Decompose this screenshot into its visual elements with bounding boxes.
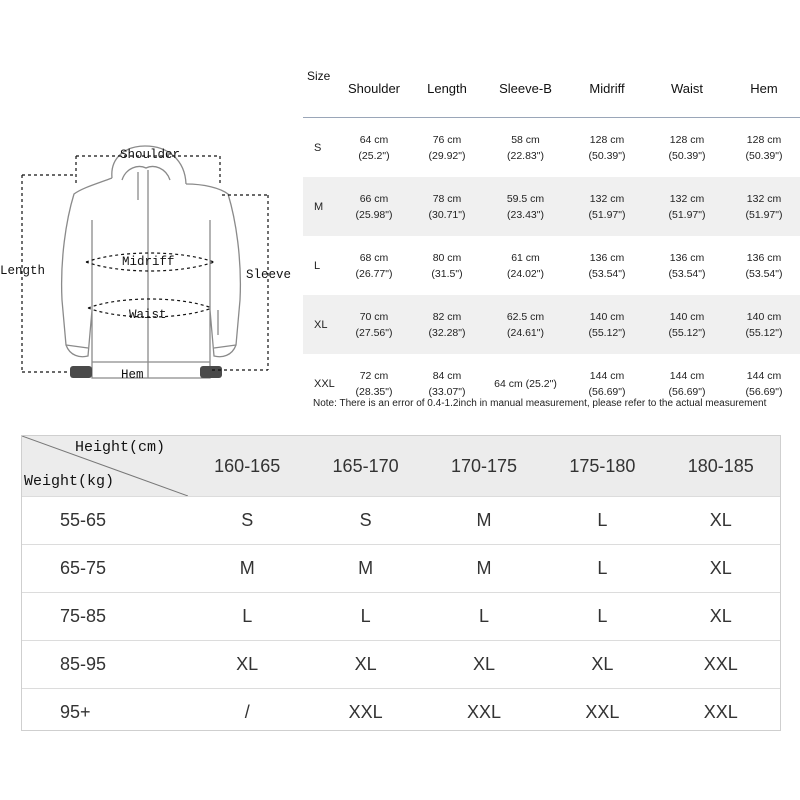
measurement-cm: 78 cm: [432, 192, 462, 205]
recommendation-row: [22, 641, 780, 689]
measurement-cell: [568, 118, 646, 178]
size-table-header-row: [303, 60, 800, 118]
measurement-cell: [411, 118, 483, 178]
measurement-cm: 132 cm: [589, 192, 625, 205]
column-header-size: Size: [303, 60, 337, 118]
measurement-cell: [568, 177, 646, 236]
recommended-size: S: [306, 497, 424, 545]
recommended-size: XL: [543, 641, 661, 689]
measurement-cell: [483, 118, 568, 178]
recommended-size: L: [188, 593, 306, 641]
recommendation-row: [22, 689, 780, 737]
recommended-size: XXL: [425, 689, 543, 737]
size-label: XXL: [314, 377, 335, 390]
measurement-cm: 136 cm: [669, 251, 705, 264]
measurement-inch: (32.28"): [428, 326, 466, 339]
measurement-inch: (51.97"): [668, 208, 706, 221]
measurement-cell: [411, 295, 483, 354]
measurement-cell: [646, 236, 728, 295]
measurement-inch: (33.07"): [428, 385, 466, 398]
measurement-inch: (51.97"): [745, 208, 783, 221]
measurement-inch: (24.61"): [507, 326, 544, 339]
recommended-size: M: [188, 545, 306, 593]
measurement-cell: [568, 295, 646, 354]
measurement-inch: (29.92"): [428, 149, 466, 162]
size-label: M: [303, 177, 337, 236]
measurement-cell: [337, 118, 411, 178]
recommended-size: M: [306, 545, 424, 593]
jacket-measurement-diagram: [0, 140, 300, 390]
column-header-shoulder: Shoulder: [337, 60, 411, 118]
weight-range: 95+: [22, 689, 188, 737]
weight-range: 65-75: [22, 545, 188, 593]
size-row: [303, 295, 800, 354]
measurement-cell: [728, 295, 800, 354]
height-header-4: 175-180: [543, 436, 661, 497]
recommendation-row: [22, 593, 780, 641]
measurement-inch: (22.83"): [507, 149, 544, 162]
height-axis-label: Height(cm): [75, 439, 166, 456]
measurement-cm: 128 cm: [589, 133, 625, 146]
weight-range: 75-85: [22, 593, 188, 641]
measurement-cell: [646, 295, 728, 354]
measurement-cm: 84 cm: [432, 369, 462, 382]
recommended-size: L: [543, 593, 661, 641]
measurement-inch: (53.54"): [588, 267, 626, 280]
recommended-size: XXL: [662, 641, 780, 689]
measurement-cm: 70 cm: [359, 310, 389, 323]
recommended-size: XL: [662, 545, 780, 593]
measurement-cm: 144 cm: [746, 369, 782, 382]
measurement-cell: [728, 236, 800, 295]
rec-header-row: [22, 436, 780, 497]
column-header-length: Length: [411, 60, 483, 118]
measurement-cell: [337, 236, 411, 295]
measurement-inch: (25.2"): [358, 149, 390, 162]
column-header-sleeve-b: Sleeve-B: [483, 60, 568, 118]
measurement-cm: 59.5 cm: [506, 192, 545, 205]
measurement-inch: (55.12"): [745, 326, 783, 339]
recommended-size: L: [543, 545, 661, 593]
column-header-waist: Waist: [646, 60, 728, 118]
size-label: L: [314, 259, 321, 272]
measurement-cm: 140 cm: [669, 310, 705, 323]
measurement-inch: (55.12"): [668, 326, 706, 339]
measurement-cell: [568, 236, 646, 295]
measurement-cm: 58 cm: [511, 133, 540, 146]
recommended-size: /: [188, 689, 306, 737]
measurement-inch: (55.12"): [588, 326, 626, 339]
measurement-cm: 62.5 cm: [506, 310, 545, 323]
size-label: S: [314, 141, 322, 154]
weight-range: 55-65: [22, 497, 188, 545]
measurement-note: Note: There is an error of 0.4-1.2inch in manual measurement, please refer to the actual measurement: [313, 398, 767, 409]
recommended-size: XL: [662, 497, 780, 545]
measurement-cm: 76 cm: [432, 133, 462, 146]
measurement-cm: 144 cm: [589, 369, 625, 382]
recommendation-row: [22, 497, 780, 545]
measurement-cell: [646, 177, 728, 236]
height-header-5: 180-185: [662, 436, 780, 497]
size-row: [303, 118, 800, 178]
measurement-cm: 80 cm: [432, 251, 462, 264]
measurement-inch: (27.56"): [355, 326, 393, 339]
measurement-inch: (53.54"): [745, 267, 783, 280]
recommendation-row: [22, 545, 780, 593]
recommended-size: M: [425, 545, 543, 593]
measurement-cell: [411, 177, 483, 236]
measurement-cm: 61 cm: [511, 251, 540, 264]
measurement-inch: (56.69"): [588, 385, 626, 398]
measurement-inch: (23.43"): [507, 208, 544, 221]
measurement-cm: 136 cm: [746, 251, 782, 264]
recommended-size: L: [306, 593, 424, 641]
measurement-cm: 72 cm: [359, 369, 389, 382]
measurement-cell: [728, 118, 800, 178]
recommended-size: XL: [425, 641, 543, 689]
recommended-size: S: [188, 497, 306, 545]
size-recommendation-chart: [21, 435, 781, 731]
measurement-cell: [646, 118, 728, 178]
measurement-inch: (26.77"): [355, 267, 393, 280]
measurement-cell: [483, 177, 568, 236]
height-header-2: 165-170: [306, 436, 424, 497]
recommended-size: M: [425, 497, 543, 545]
measurement-cell: [483, 236, 568, 295]
measurement-cm: 132 cm: [746, 192, 782, 205]
recommended-size: XXL: [543, 689, 661, 737]
measurement-cell: [411, 236, 483, 295]
size-row: [303, 177, 800, 236]
measurement-cell: [337, 295, 411, 354]
size-row: [303, 236, 800, 295]
measurement-cm: 140 cm: [746, 310, 782, 323]
waist-label: Waist: [129, 308, 167, 322]
weight-range: 85-95: [22, 641, 188, 689]
measurement-cm: 132 cm: [669, 192, 705, 205]
measurement-cm: 68 cm: [359, 251, 389, 264]
column-header-hem: Hem: [728, 60, 800, 118]
recommended-size: XL: [306, 641, 424, 689]
measurement-cm: 66 cm: [359, 192, 389, 205]
shoulder-label: Shoulder: [120, 148, 181, 162]
measurement-inch: (31.5"): [431, 267, 463, 280]
measurement-inch: (30.71"): [428, 208, 466, 221]
measurement-inch: (28.35"): [355, 385, 393, 398]
measurement-cell: [483, 295, 568, 354]
recommended-size: XL: [188, 641, 306, 689]
measurement-inch: (51.97"): [588, 208, 626, 221]
measurement-inch: (25.98"): [355, 208, 393, 221]
recommended-size: XXL: [306, 689, 424, 737]
midriff-label: Midriff: [122, 255, 175, 269]
measurement-inch: (53.54"): [668, 267, 706, 280]
measurement-cm: 128 cm: [669, 133, 705, 146]
corner-header-cell: [22, 436, 188, 497]
measurement-cm: 140 cm: [589, 310, 625, 323]
measurement-inch: (50.39"): [745, 149, 783, 162]
measurement-inch: (50.39"): [668, 149, 706, 162]
measurement-inch: (50.39"): [588, 149, 626, 162]
column-header-midriff: Midriff: [568, 60, 646, 118]
measurement-cm: 64 cm: [359, 133, 389, 146]
size-measurement-table: [303, 60, 800, 413]
weight-axis-label: Weight(kg): [24, 473, 115, 490]
recommended-size: XXL: [662, 689, 780, 737]
measurement-inch: (56.69"): [668, 385, 706, 398]
measurement-cm: 128 cm: [746, 133, 782, 146]
recommended-size: L: [543, 497, 661, 545]
recommended-size: XL: [662, 593, 780, 641]
sleeve-label: Sleeve: [246, 268, 292, 282]
measurement-cm: 64 cm (25.2"): [494, 377, 557, 390]
length-label: Length: [0, 264, 46, 278]
measurement-cm: 144 cm: [669, 369, 705, 382]
height-header-3: 170-175: [425, 436, 543, 497]
measurement-cell: [337, 177, 411, 236]
measurement-inch: (24.02"): [507, 267, 544, 280]
hem-label: Hem: [121, 368, 144, 382]
measurement-cm: 136 cm: [589, 251, 625, 264]
measurement-cm: 82 cm: [432, 310, 462, 323]
measurement-cell: [728, 177, 800, 236]
size-recommendation-table: [22, 436, 780, 736]
recommended-size: L: [425, 593, 543, 641]
height-header-1: 160-165: [188, 436, 306, 497]
measurement-inch: (56.69"): [745, 385, 783, 398]
size-label: XL: [303, 295, 337, 354]
